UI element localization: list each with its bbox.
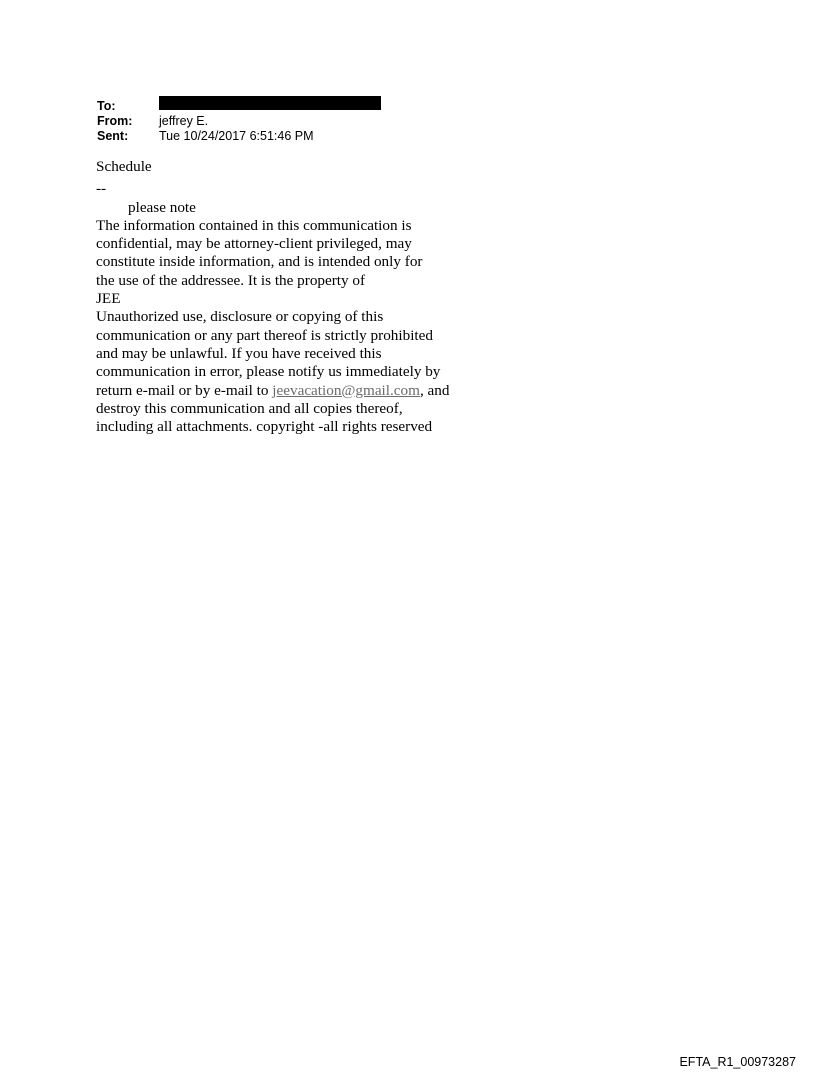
sent-row <box>97 129 381 144</box>
disclaimer-line: Unauthorized use, disclosure or copying of this <box>96 308 384 326</box>
redaction-bar <box>159 96 381 110</box>
disclaimer-line: confidential, may be attorney-client privileged, may <box>96 235 412 253</box>
disclaimer-line: including all attachments. copyright -all rights reserved <box>96 418 433 436</box>
from-value: jeffrey E. <box>159 114 209 128</box>
disclaimer-line: and may be unlawful. If you have received this <box>96 344 382 362</box>
sent-value: Tue 10/24/2017 6:51:46 PM <box>159 129 314 143</box>
from-label: From: <box>97 114 133 128</box>
disclaimer-line: constitute inside information, and is intended only for <box>96 253 423 271</box>
document-id: EFTA_R1_00973287 <box>679 1055 796 1069</box>
return-line-suffix: , and <box>419 381 450 399</box>
email-header <box>97 96 381 144</box>
email-body <box>96 158 496 436</box>
disclaimer-line: the use of the addressee. It is the property of <box>96 271 366 289</box>
please-note: please note <box>128 198 196 216</box>
disclaimer-line: communication in error, please notify us immediately by <box>96 363 441 381</box>
return-line-prefix: return e-mail or by e-mail to <box>96 381 273 399</box>
disclaimer-line: destroy this communication and all copies thereof, <box>96 399 403 417</box>
to-label: To: <box>97 99 116 113</box>
to-row <box>97 96 381 114</box>
return-email-line <box>96 382 496 400</box>
from-row <box>97 114 381 129</box>
subject-line: Schedule <box>96 158 152 175</box>
sent-label: Sent: <box>97 129 129 143</box>
disclaimer-line: communication or any part thereof is strictly prohibited <box>96 326 433 344</box>
signature-separator: -- <box>96 180 107 198</box>
email-link[interactable]: jeevacation@gmail.com <box>272 381 420 399</box>
owner-line: JEE <box>96 290 121 308</box>
disclaimer-line: The information contained in this communication is <box>96 216 412 234</box>
